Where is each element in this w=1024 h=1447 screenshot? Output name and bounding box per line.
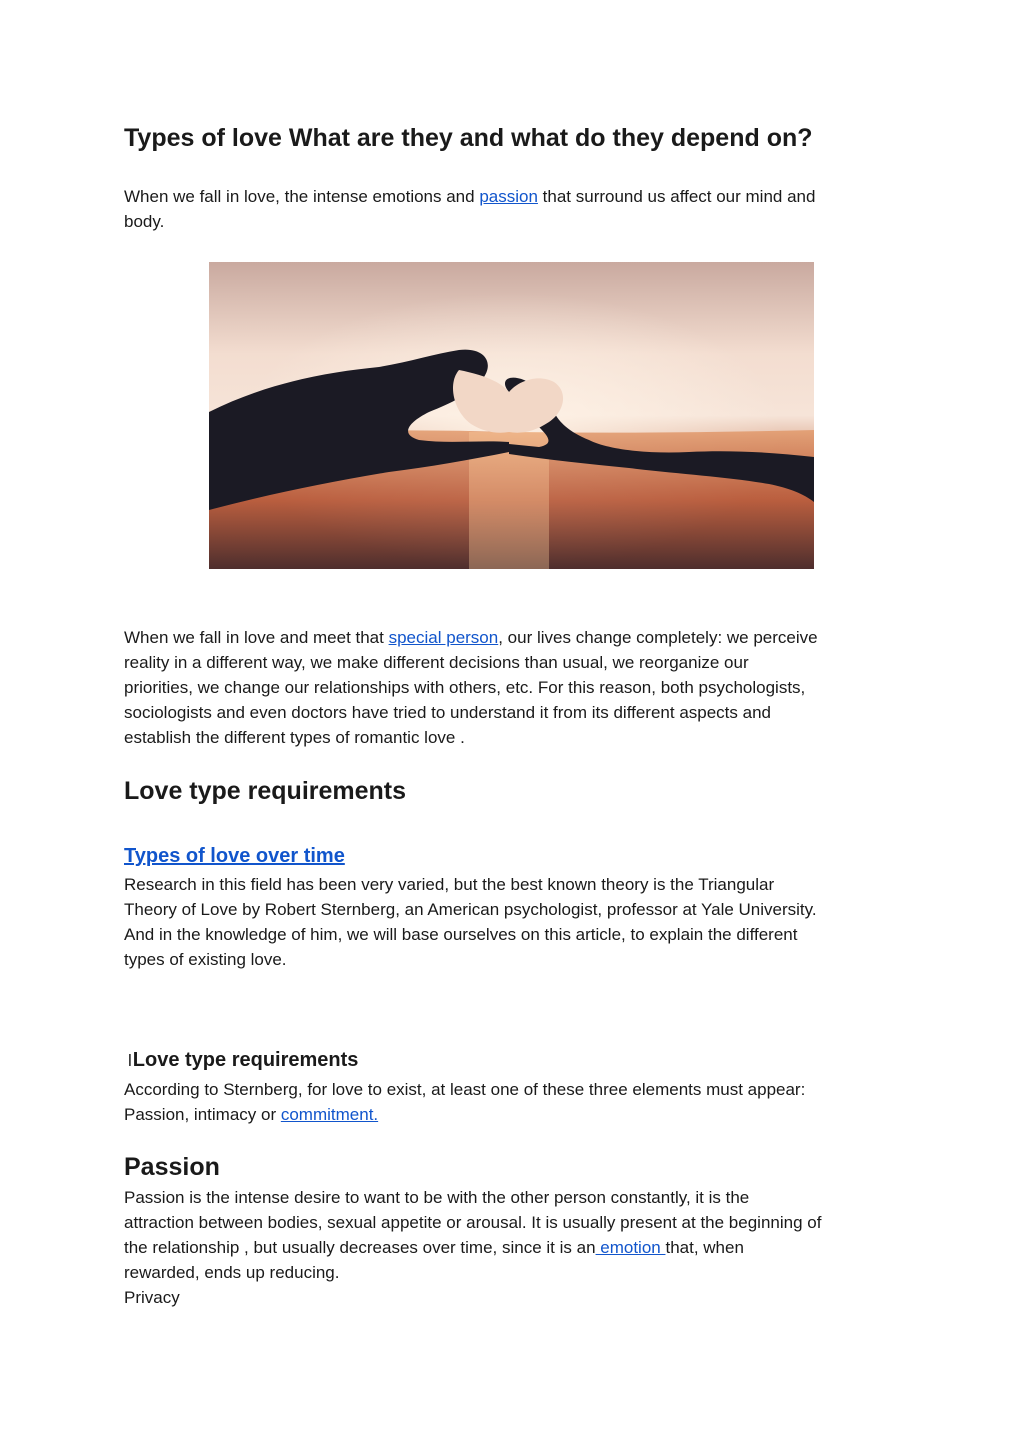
intro-paragraph — [124, 184, 904, 234]
intro-text-line2: body. — [124, 212, 165, 231]
privacy-label: Privacy — [124, 1288, 180, 1307]
para2-text: When we fall in love and meet that — [124, 628, 389, 647]
para3-line3: And in the knowledge of him, we will base ourselves on this article, to explain the different — [124, 925, 798, 944]
types-of-love-over-time-link[interactable]: Types of love over time — [124, 845, 345, 867]
para5-text-cont: that, when — [665, 1238, 744, 1257]
para2-line3: priorities, we change our relationships with others, etc. For this reason, both psychologists, — [124, 678, 806, 697]
body-paragraph-2 — [124, 872, 904, 972]
section-heading-passion: Passion — [124, 1153, 220, 1181]
intro-text: When we fall in love, the intense emotions and — [124, 187, 480, 206]
body-paragraph-3 — [124, 1077, 904, 1127]
para2-line5: establish the different types of romantic love . — [124, 728, 465, 747]
special-person-link[interactable]: special person — [388, 628, 499, 647]
para2-text-cont: , our lives change completely: we perceive — [498, 628, 818, 647]
para3-line1: Research in this field has been very varied, but the best known theory is the Triangular — [124, 875, 775, 894]
hands-heart-sunset-image — [209, 262, 814, 569]
list-marker: l — [128, 1051, 132, 1070]
commitment-link[interactable]: commitment. — [280, 1105, 379, 1124]
para2-line2: reality in a different way, we make different decisions than usual, we reorganize our — [124, 653, 749, 672]
para5-line2: attraction between bodies, sexual appetite or arousal. It is usually present at the beginning of — [124, 1213, 822, 1232]
para3-line2: Theory of Love by Robert Sternberg, an American psychologist, professor at Yale University. — [124, 900, 817, 919]
section-heading-requirements: Love type requirements — [124, 777, 407, 805]
para5-text: the relationship , but usually decreases over time, since it is an — [124, 1238, 596, 1257]
subheading-text: Love type requirements — [132, 1049, 359, 1071]
para4-text: Passion, intimacy or — [124, 1105, 281, 1124]
para4-line1: According to Sternberg, for love to exist, at least one of these three elements must appear: — [124, 1080, 806, 1099]
body-paragraph-1 — [124, 625, 904, 750]
para2-line4: sociologists and even doctors have tried to understand it from its different aspects and — [124, 703, 771, 722]
para3-line4: types of existing love. — [124, 950, 287, 969]
passion-link[interactable]: passion — [479, 187, 538, 206]
body-paragraph-4 — [124, 1185, 904, 1285]
para5-line4: rewarded, ends up reducing. — [124, 1263, 340, 1282]
subheading-requirements — [124, 1049, 358, 1072]
intro-text-cont: that surround us affect our mind and — [537, 187, 816, 206]
para5-line1: Passion is the intense desire to want to be with the other person constantly, it is the — [124, 1188, 750, 1207]
page-title: Types of love What are they and what do they depend on? — [124, 124, 813, 152]
emotion-link[interactable]: emotion — [595, 1238, 666, 1257]
